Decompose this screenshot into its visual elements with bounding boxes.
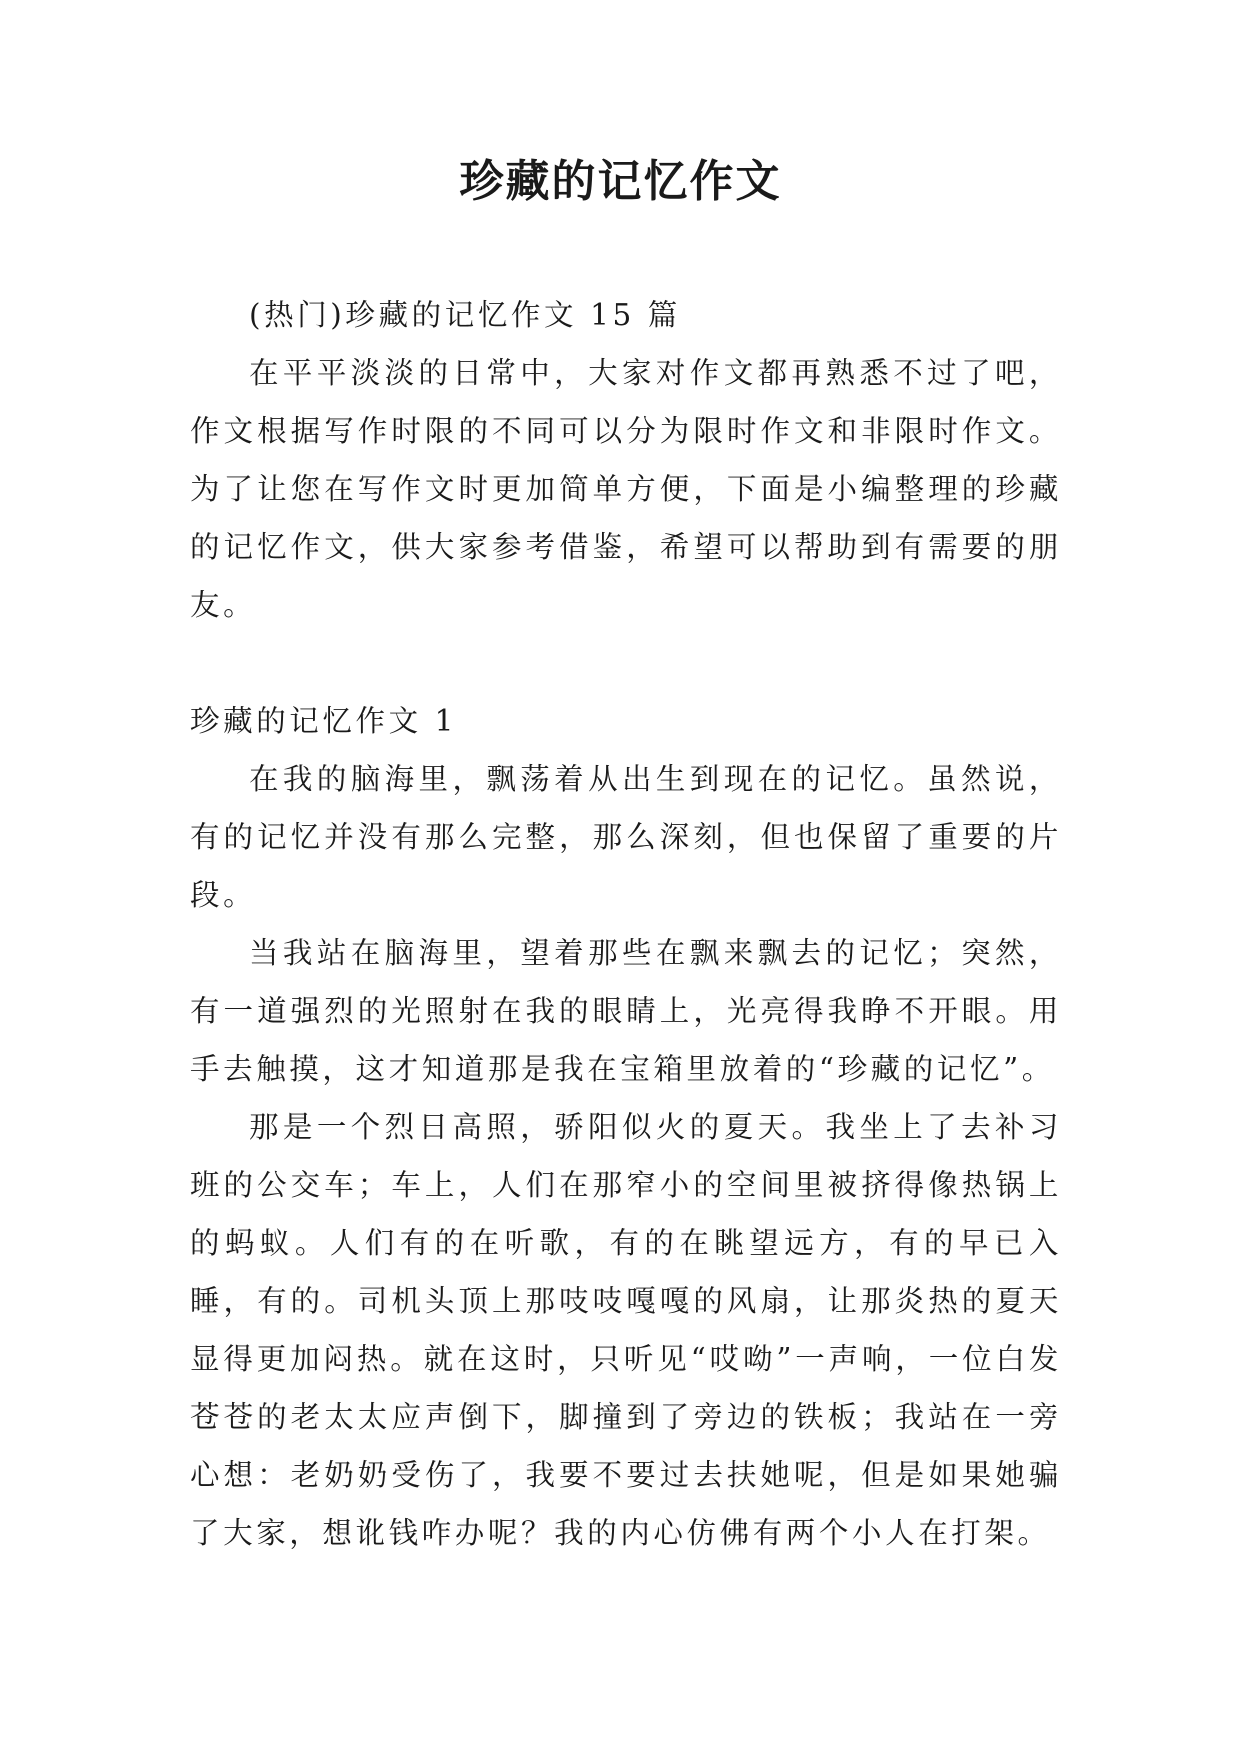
section-paragraph-3: 那是一个烈日高照，骄阳似火的夏天。我坐上了去补习班的公交车；车上，人们在那窄小的空间里被挤得像热锅上的蚂蚁。人们有的在听歌，有的在眺望远方，有的早已入睡，有的。司机头顶上那吱吱嘎嘎的风扇，让那炎热的夏天显得更加闷热。就在这时，只听见“哎呦”一声响，一位白发苍苍的老太太应声倒下，脚撞到了旁边的铁板；我站在一旁心想：老奶奶受伤了，我要不要过去扶她呢，但是如果她骗了大家，想讹钱咋办呢？我的内心仿佛有两个小人在打架。: [190, 1110, 1062, 1550]
intro-paragraph: 在平平淡淡的日常中，大家对作文都再熟悉不过了吧，作文根据写作时限的不同可以分为限时作文和非限时作文。为了让您在写作文时更加简单方便，下面是小编整理的珍藏的记忆作文，供大家参考借鉴，希望可以帮助到有需要的朋友。: [190, 356, 1062, 622]
section-paragraph-1: 在我的脑海里，飘荡着从出生到现在的记忆。虽然说，有的记忆并没有那么完整，那么深刻，但也保留了重要的片段。: [190, 762, 1062, 912]
document-title: 珍藏的记忆作文: [459, 156, 782, 207]
document-subtitle: (热门)珍藏的记忆作文 15 篇: [249, 298, 681, 332]
section-heading: 珍藏的记忆作文 1: [190, 704, 458, 738]
document-body: [190, 286, 1062, 1562]
section-paragraph-2: 当我站在脑海里，望着那些在飘来飘去的记忆；突然，有一道强烈的光照射在我的眼睛上，光亮得我睁不开眼。用手去触摸，这才知道那是我在宝箱里放着的“珍藏的记忆”。: [190, 936, 1062, 1086]
